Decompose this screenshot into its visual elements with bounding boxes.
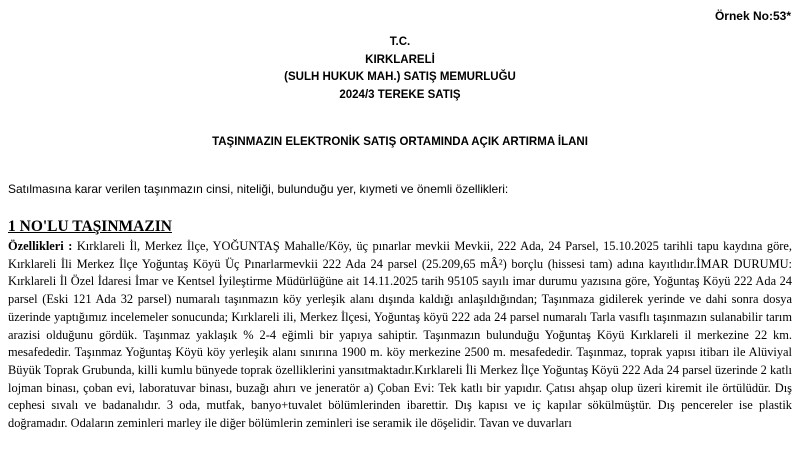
- features-text: Kırklareli İl, Merkez İlçe, YOĞUNTAŞ Mahalle/Köy, üç pınarlar mevkii Mevkii, 222 Ada, 24 Parsel, 15.10.2025 tarihli tapu kaydına göre, Kırklareli İli Merkez İlçe Yoğuntaş Köyü Üç Pınarlarmevkii 222 Ada 24 parsel (25.209,65 mÂ²) borçlu (hissesi tam) adına kayıtlıdır.İMAR DURUMU: Kırklareli İl Özel İdaresi İmar ve Kentsel İyileştirme Müdürlüğüne ait 14.11.2025 tarih 95105 sayılı imar durumu yazısına göre, Yoğuntaş Köyü 222 Ada 24 parsel (Eski 121 Ada 32 parsel) numaralı taşınmazın köy yerleşik alanı dışında kaldığı anlaşıldığından; Taşınmaza gidilerek yerinde ve dahi sonra dosya üzerinde yaptığımız incelemeler sonucunda; Kırklareli ili, Merkez İlçesi, Yoğuntaş köyü 222 ada 24 parsel numaralı Tarla vasıflı taşınmazın sulanabilir tarım arazisi olduğunu gördük. Taşınmaz yaklaşık % 2-4 eğimli bir yapıya sahiptir. Taşınmazın bulunduğu Yoğuntaş Köyü Kırklareli il merkezine 22 km. mesafededir. Taşınmaz Yoğuntaş Köyü köy yerleşik alanı sınırına 1900 m. köy merkezine 2500 m. mesafededir. Taşınmaz, toprak yapısı itibarı ile Alüviyal Büyük Toprak Grubunda, killi kumlu bünyede toprak özelliklerini yansıtmaktadır.Kırklareli İli Merkez İlçe Yoğuntaş Köyü 222 Ada 24 parsel üzerinde 2 katlı lojman binası, çoban evi, laboratuvar binası, buzağı ahırı ve jeneratör a) Çoban Evi: Tek katlı bir yapıdır. Çatısı ahşap olup üzeri kiremit ile örtülüdür. Dış cephesi sıvalı ve badanalıdır. 3 oda, mutfak, banyo+tuvalet bölümlerinden ibarettir. Dış kapısı ve iç kapılar sökülmüştür. Dış pencereler ise plastik doğramadır. Odaların zeminleri marley ile diğer bölümlerin zeminleri ise seramik ile döşelidir. Tavan ve duvarları: [8, 239, 792, 431]
- header-line-city: KIRKLARELİ: [365, 53, 435, 66]
- header-line-case: 2024/3 TEREKE SATIŞ: [339, 88, 461, 101]
- section-title: 1 NO'LU TAŞINMAZIN: [8, 218, 172, 235]
- announcement-title: TAŞINMAZIN ELEKTRONİK SATIŞ ORTAMINDA AÇIK ARTIRMA İLANI: [212, 136, 588, 148]
- header-line-office: (SULH HUKUK MAH.) SATIŞ MEMURLUĞU: [284, 71, 516, 83]
- document-header: [0, 34, 800, 104]
- header-line-tc: T.C.: [389, 36, 411, 48]
- features-label: Özellikleri :: [8, 239, 73, 253]
- property-description: [8, 238, 792, 433]
- sample-number: Örnek No:53*: [714, 9, 791, 23]
- intro-text: Satılmasına karar verilen taşınmazın cinsi, niteliği, bulunduğu yer, kıymeti ve önemli özellikleri:: [8, 182, 509, 196]
